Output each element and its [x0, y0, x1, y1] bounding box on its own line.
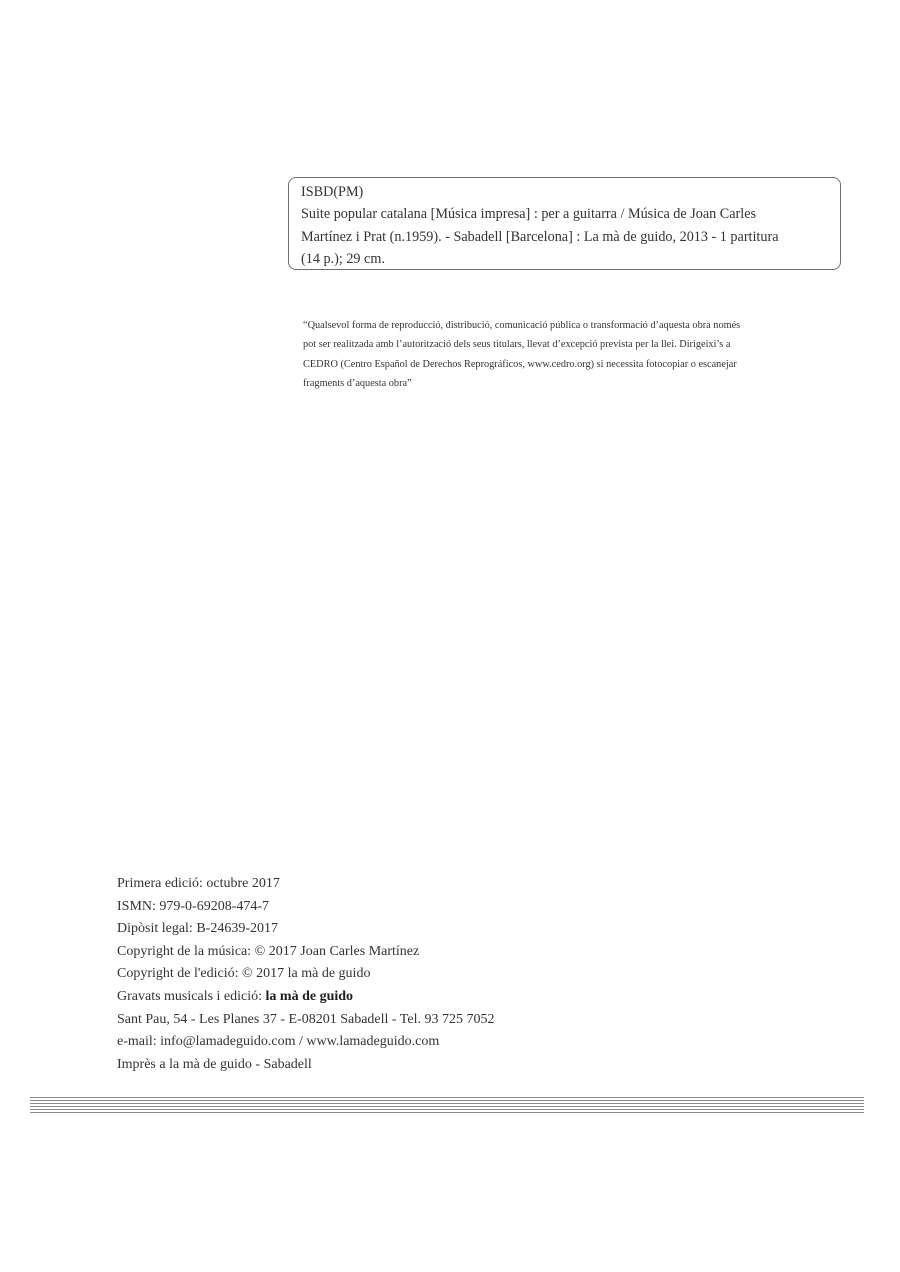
engraving-label: Gravats musicals i edició:	[117, 988, 266, 1004]
staff-line	[30, 1112, 864, 1113]
staff-line	[30, 1103, 864, 1104]
staff-line	[30, 1106, 864, 1107]
colophon	[117, 873, 617, 1076]
isbd-line: ISBD(PM)	[301, 184, 364, 200]
isbd-line: (14 p.); 29 cm.	[301, 250, 385, 267]
notice-line: CEDRO (Centro Español de Derechos Reprográficos, www.cedro.org) si necessita fotocopiar o escanejar	[303, 358, 737, 370]
reproduction-notice	[303, 316, 843, 394]
engraving-line	[117, 986, 617, 1009]
isbd-catalog-box	[288, 177, 841, 270]
publisher-name: la mà de guido	[265, 988, 354, 1004]
isbd-line: Suite popular catalana [Música impresa] : per a guitarra / Música de Joan Carles	[301, 206, 757, 223]
edition-copyright: Copyright de l'edició: © 2017 la mà de guido	[117, 966, 371, 982]
notice-line: fragments d’aquesta obra”	[303, 378, 412, 390]
music-copyright: Copyright de la música: © 2017 Joan Carles Martínez	[117, 943, 420, 959]
contact-info: e-mail: info@lamadeguido.com / www.lamadeguido.com	[117, 1034, 440, 1050]
staff-line	[30, 1100, 864, 1101]
legal-deposit: Dipòsit legal: B-24639-2017	[117, 921, 278, 937]
notice-line: “Qualsevol forma de reproducció, distribució, comunicació pública o transformació d’aquesta obra només	[303, 320, 741, 331]
printed-by: Imprès a la mà de guido - Sabadell	[117, 1056, 312, 1072]
ismn: ISMN: 979-0-69208-474-7	[117, 898, 270, 914]
address: Sant Pau, 54 - Les Planes 37 - E-08201 Sabadell - Tel. 93 725 7052	[117, 1011, 495, 1027]
first-edition: Primera edició: octubre 2017	[117, 876, 280, 891]
isbd-line: Martínez i Prat (n.1959). - Sabadell [Barcelona] : La mà de guido, 2013 - 1 partitura	[301, 228, 779, 245]
staff-line	[30, 1097, 864, 1098]
staff-line	[30, 1109, 864, 1110]
decorative-staff-lines	[30, 1097, 864, 1113]
notice-line: pot ser realitzada amb l’autorització dels seus titulars, llevat d’excepció prevista per la llei. Dirigeixi’s a	[303, 339, 731, 351]
